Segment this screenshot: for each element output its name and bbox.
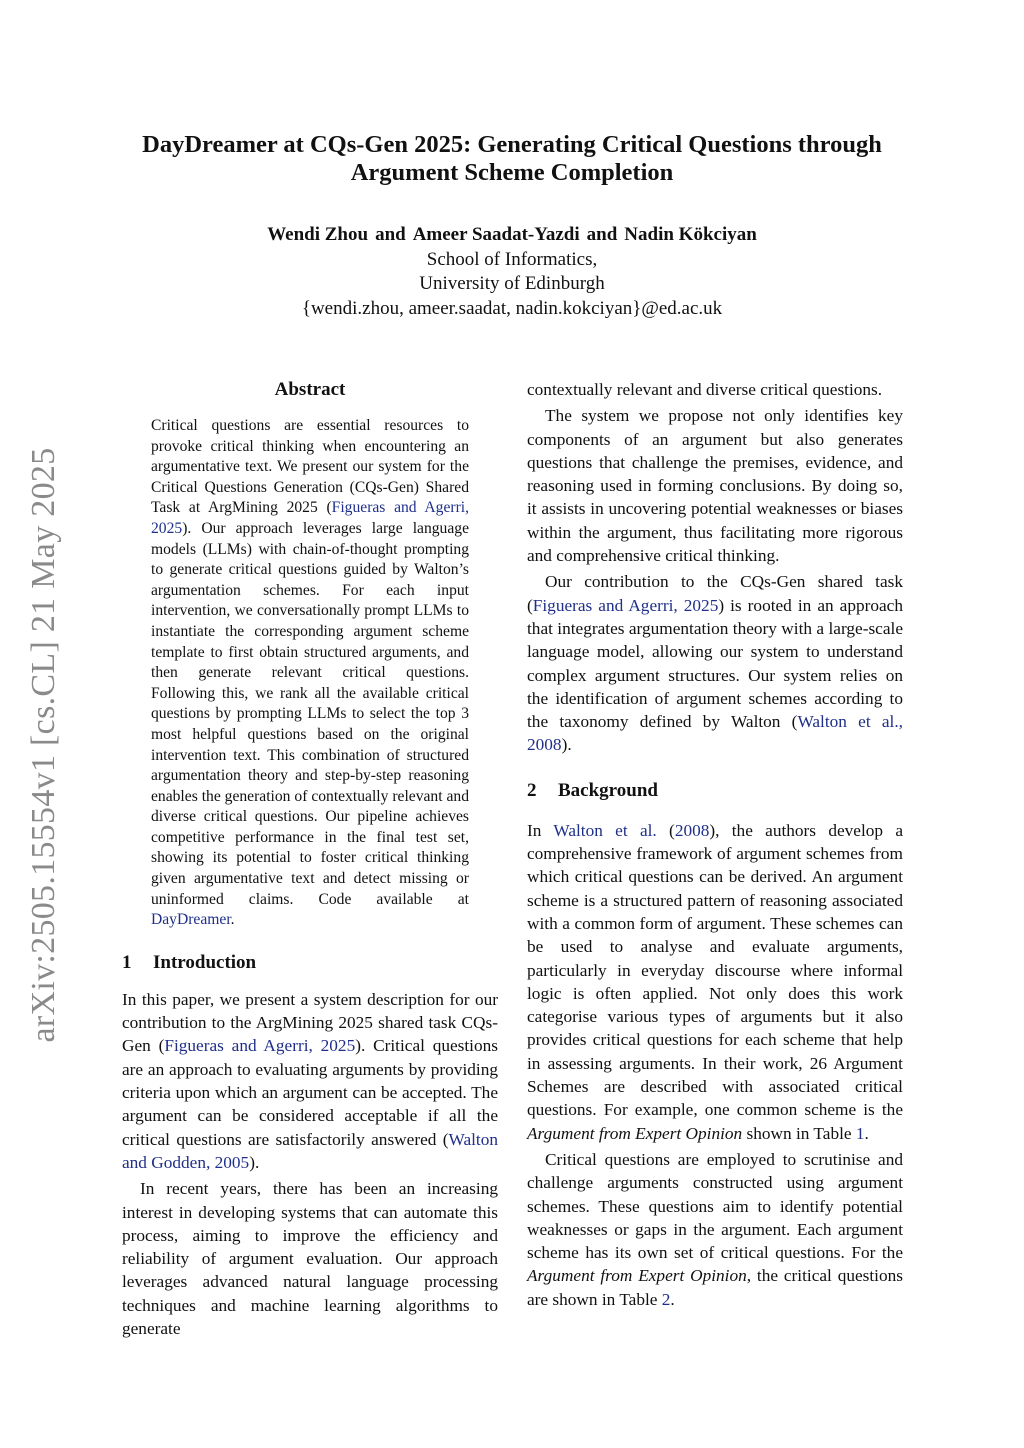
author-emails: {wendi.zhou, ameer.saadat, nadin.kokciyan}@ed.ac.uk (301, 297, 723, 319)
intro-paragraph-3: The system we propose not only identifies key components of an argument but also generates questions that challenge the premises, evidence, and reasoning used in forming conclusions. By doing so, it assists in uncovering potential weaknesses or biases within the argument, thus facilitating more rigorous and comprehensive critical thinking. (527, 406, 903, 566)
paper-title-line-2: Argument Scheme Completion (350, 159, 674, 186)
author-name: Ameer Saadat-Yazdi (412, 224, 580, 245)
citation-link[interactable]: Figueras and Agerri, 2025 (532, 595, 719, 615)
background-paragraph-1: In Walton et al. (2008), the authors develop a comprehensive framework of argument schemes from which critical questions can be derived. An argument scheme is a structured pattern of reasoning associated with a common form of argument. These schemes can be used to analyse and evaluate arguments, particularly in everyday discourse where informal logic is often applied. Not only does this work categorise various types of arguments but it also provides critical questions for each scheme that help in assessing arguments. In their work, 26 Argument Schemes are described with associated critical questions. For example, one common scheme is the Argument from Expert Opinion shown in Table 1. (527, 820, 904, 1143)
paper-title (0, 131, 1024, 187)
author-names (0, 223, 1024, 248)
section-heading-background: 2 Background (527, 779, 658, 801)
abstract-heading: Abstract (274, 379, 346, 400)
author-separator: and (375, 224, 406, 245)
paper-title-line-1: DayDreamer at CQs-Gen 2025: Generating Critical Questions through (142, 131, 882, 158)
right-column (527, 378, 903, 1311)
intro-paragraph-1: In this paper, we present a system description for our contribution to the ArgMining 2025 shared task CQs-Gen (Figueras and Agerri, 2025). Critical questions are an approach to evaluating arguments by providing criteria upon which an argument can be accepted. The argument can be considered acceptable if all the critical questions are satisfactorily answered (Walton and Godden, 2005). (122, 989, 498, 1172)
code-link[interactable]: DayDreamer (151, 911, 231, 929)
arxiv-identifier-stamp: arXiv:2505.15554v1 [cs.CL] 21 May 2025 (25, 447, 62, 1043)
affiliation-school: School of Informatics, (426, 248, 598, 270)
table-reference-link[interactable]: 1 (855, 1123, 865, 1143)
citation-link[interactable]: 2008 (674, 820, 710, 840)
abstract-text: Critical questions are essential resources to provoke critical thinking when encountering an argumentative text. We present our system for the Critical Questions Generation (CQs-Gen) Shared Task at ArgMining 2025 (Figueras and Agerri, 2025). Our approach leverages large language models (LLMs) with chain-of-thought prompting to generate critical questions guided by Walton’s argumentation schemes. For each input intervention, we conversationally prompt LLMs to instantiate the corresponding argument scheme template to first obtain structured arguments, and then generate relevant critical questions. Following this, we rank all the available critical questions by prompting LLMs to select the top 3 most helpful questions based on the original intervention text. This combination of structured argumentation theory and step-by-step reasoning enables the generation of contextually relevant and diverse critical questions. Our pipeline achieves competitive performance in the final test set, showing its potential to foster critical thinking given argumentative text and detect missing or uninformed claims. Code available at DayDreamer. (151, 417, 470, 929)
citation-link[interactable]: Figueras and Agerri, 2025 (151, 499, 470, 537)
section-heading-introduction: 1 Introduction (122, 951, 257, 973)
affiliation-university: University of Edinburgh (419, 273, 605, 294)
author-name: Nadin Kökciyan (624, 224, 757, 245)
intro-paragraph-2-continued: contextually relevant and diverse critical questions. (527, 380, 883, 399)
left-column (122, 378, 498, 1340)
intro-paragraph-2: In recent years, there has been an increasing interest in developing systems that can automate this process, aiming to improve the efficiency and reliability of argument evaluation. Our approach leverages advanced natural language processing techniques and machine learning algorithms to generate (122, 1179, 498, 1338)
citation-link[interactable]: Walton and Godden, 2005 (122, 1129, 498, 1172)
background-paragraph-2: Critical questions are employed to scrutinise and challenge arguments constructed using argument schemes. These questions aim to identify potential weaknesses or gaps in the argument. Each argument scheme has its own set of critical questions. For the Argument from Expert Opinion, the critical questions are shown in Table 2. (527, 1149, 903, 1309)
author-name: Wendi Zhou (267, 224, 369, 245)
citation-link[interactable]: Figueras and Agerri, 2025 (164, 1036, 356, 1056)
citation-link[interactable]: Walton et al. (553, 820, 657, 840)
table-reference-link[interactable]: 2 (661, 1289, 671, 1309)
author-block (0, 223, 1024, 321)
citation-link[interactable]: Walton et al., 2008 (527, 712, 903, 755)
intro-paragraph-4: Our contribution to the CQs-Gen shared task (Figueras and Agerri, 2025) is rooted in an approach that integrates argumentation theory with a large-scale language model, allowing our system to understand complex argument structures. Our system relies on the identification of argument schemes according to the taxonomy defined by Walton (Walton et al., 2008). (527, 572, 903, 755)
author-separator: and (586, 224, 618, 245)
